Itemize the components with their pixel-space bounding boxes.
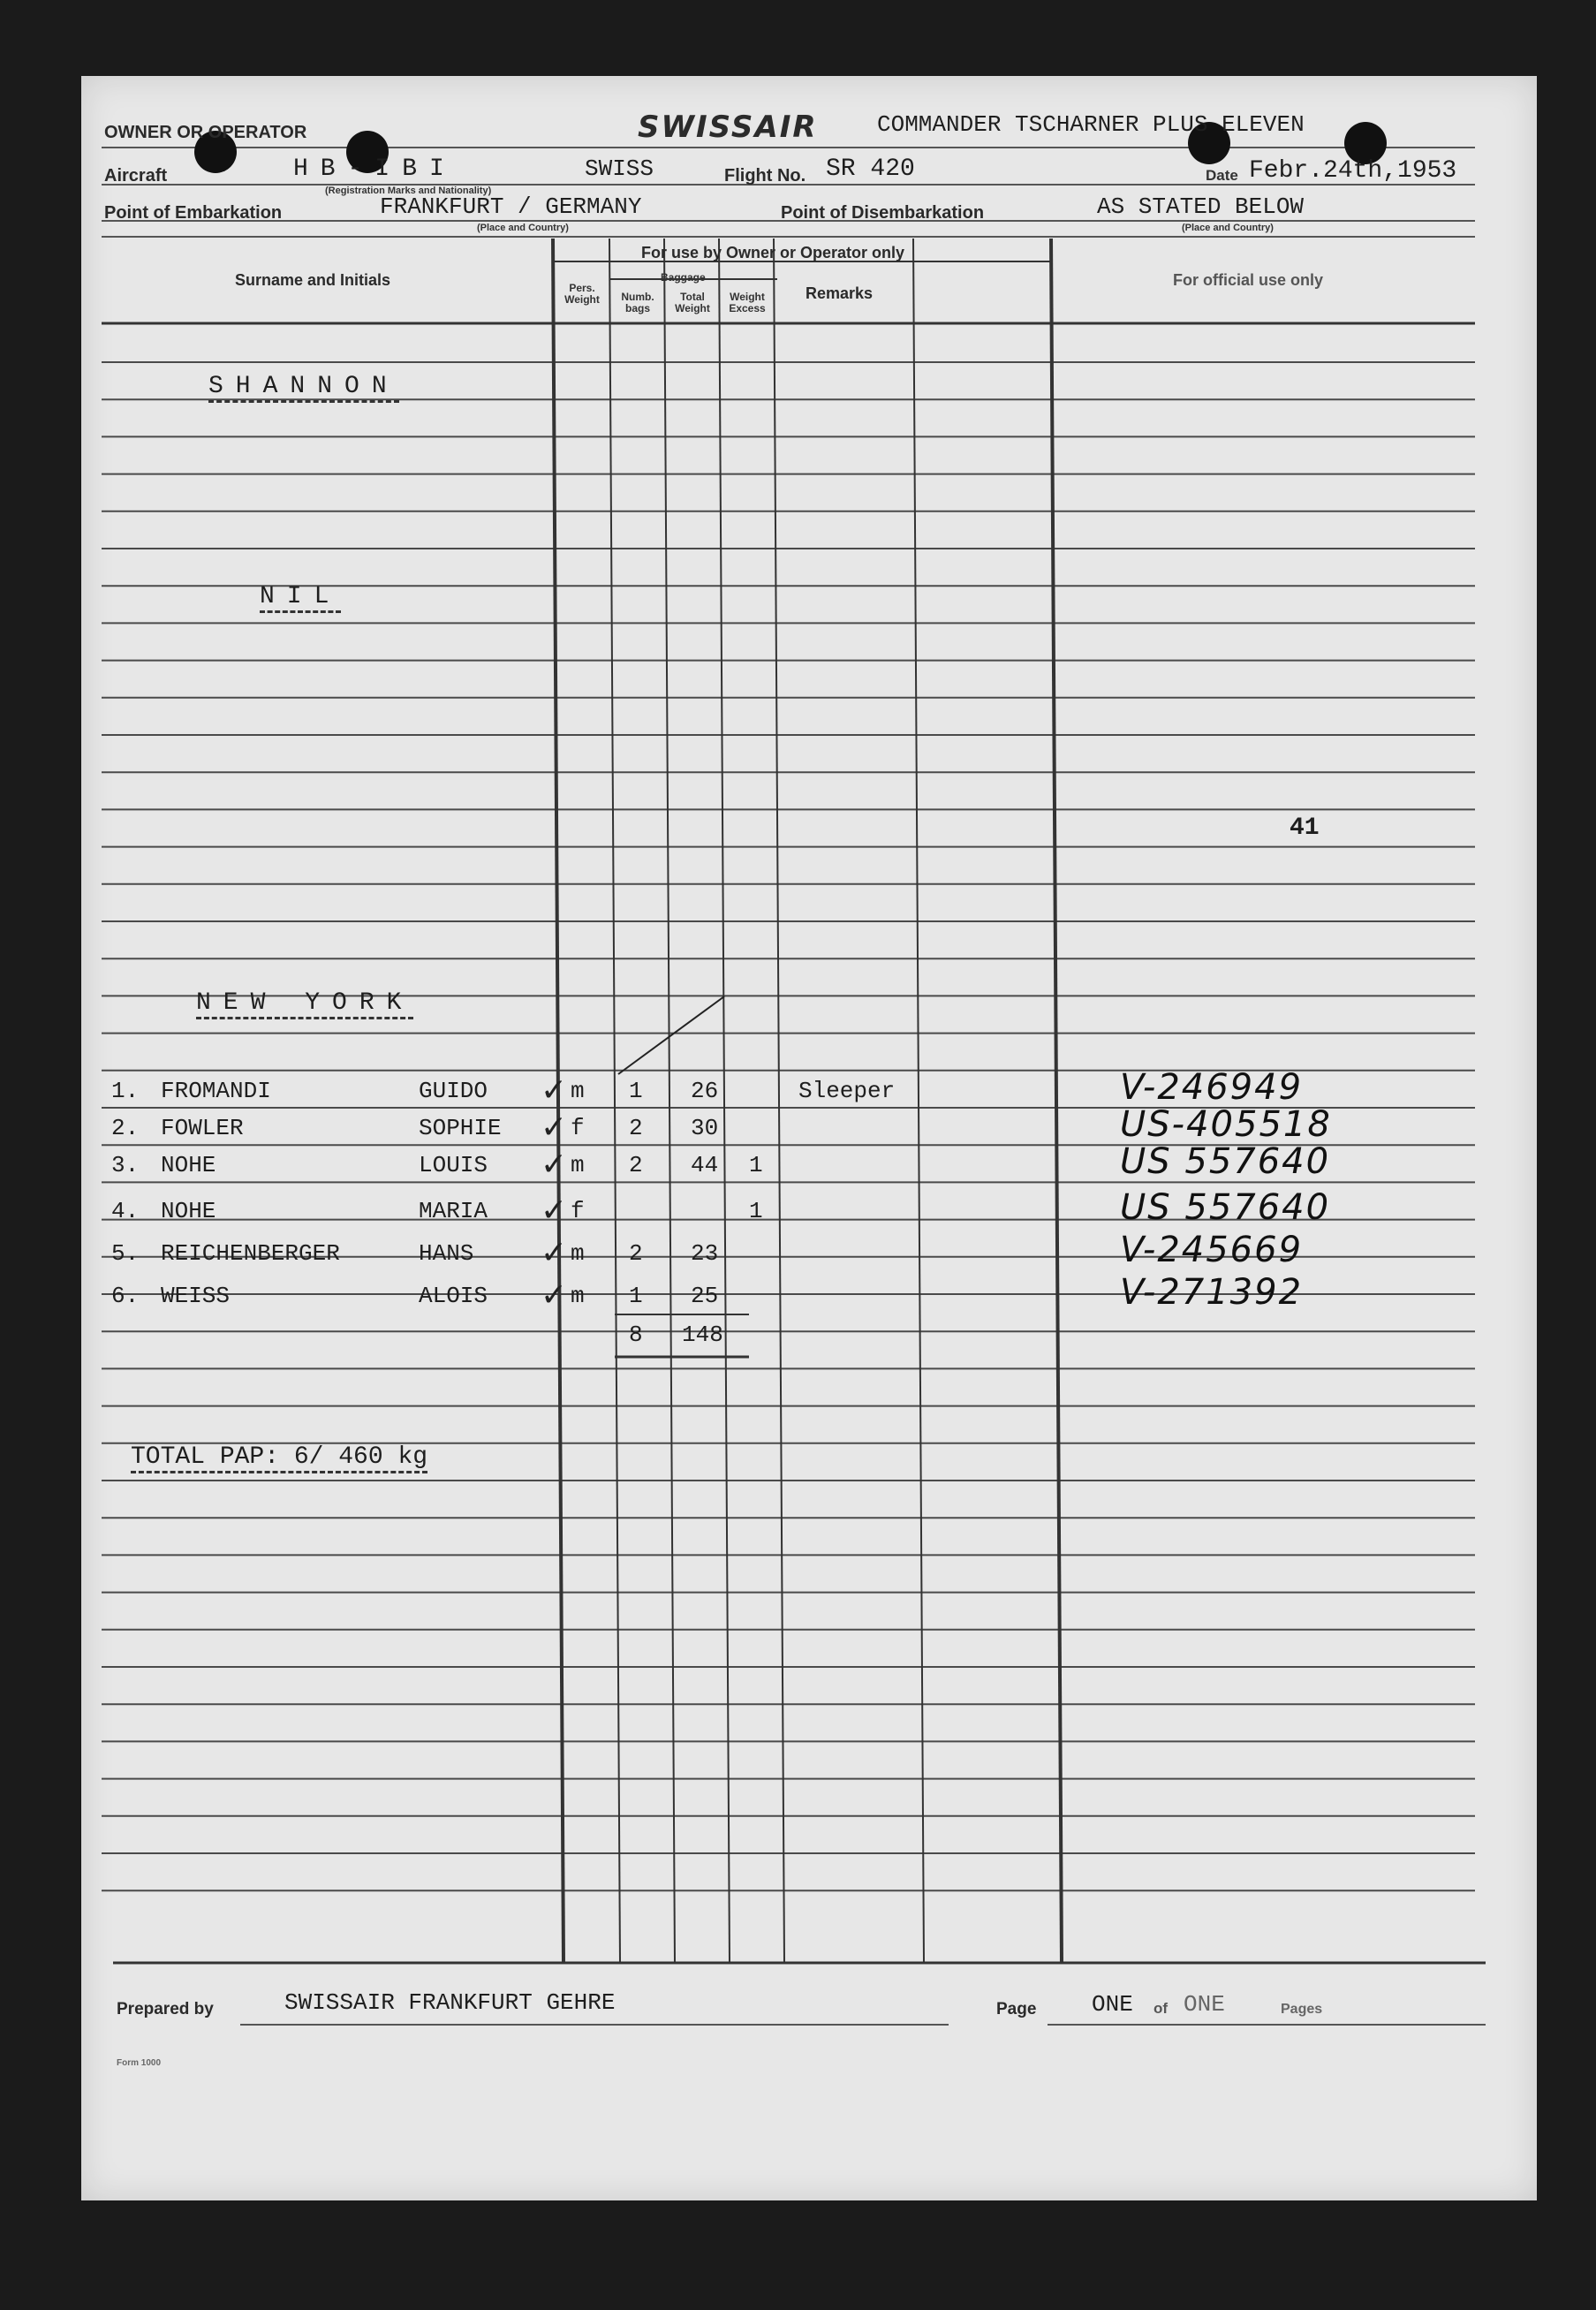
- passenger-bags: 1: [629, 1078, 643, 1104]
- passenger-surname: NOHE: [161, 1198, 216, 1224]
- row-number: 6.: [111, 1283, 140, 1309]
- passenger-sex: m: [571, 1152, 585, 1178]
- date-value: Febr.24th,1953: [1249, 157, 1457, 185]
- total-bags: 8: [629, 1322, 643, 1348]
- passenger-first-name: SOPHIE: [419, 1115, 502, 1141]
- flight-no-value: SR 420: [826, 155, 915, 183]
- passenger-sex: m: [571, 1283, 585, 1309]
- passenger-first-name: HANS: [419, 1240, 474, 1267]
- passenger-bags: 2: [629, 1240, 643, 1267]
- flight-no-label: Flight No.: [724, 166, 806, 186]
- row-number: 1.: [111, 1078, 140, 1104]
- aircraft-label: Aircraft: [104, 166, 168, 186]
- row-number: 4.: [111, 1198, 140, 1224]
- place-country-note: (Place and Country): [477, 223, 569, 233]
- owner-use-heading: For use by Owner or Operator only: [641, 244, 905, 261]
- place-country-note-2: (Place and Country): [1182, 223, 1274, 233]
- passenger-weight: 44: [691, 1152, 719, 1178]
- prepared-value: SWISSAIR FRANKFURT GEHRE: [284, 1989, 616, 2016]
- registration-note: (Registration Marks and Nationality): [325, 186, 492, 196]
- row-number: 3.: [111, 1152, 140, 1178]
- check-mark-icon: ✓: [541, 1277, 568, 1314]
- row-number: 5.: [111, 1240, 140, 1267]
- surname-heading: Surname and Initials: [235, 271, 391, 289]
- owner-label: OWNER OR OPERATOR: [104, 123, 307, 142]
- passenger-bags: 2: [629, 1152, 643, 1178]
- passenger-sex: f: [571, 1198, 585, 1224]
- passenger-surname: NOHE: [161, 1152, 216, 1178]
- form-number: Form 1000: [117, 2058, 162, 2068]
- total-pap: TOTAL PAP: 6/ 460 kg: [131, 1443, 427, 1473]
- total-weight-heading: Total Weight: [675, 291, 710, 314]
- passenger-first-name: LOUIS: [419, 1152, 488, 1178]
- passenger-weight: 30: [691, 1115, 719, 1141]
- passenger-remarks: Sleeper: [798, 1078, 896, 1104]
- aircraft-value: HB-IBI: [293, 155, 457, 183]
- official-number: 41: [1290, 814, 1320, 842]
- passenger-passport-number: US 557640: [1120, 1141, 1331, 1182]
- nationality-value: SWISS: [585, 155, 654, 182]
- pers-weight-heading: Pers. Weight: [564, 282, 600, 306]
- passenger-sex: m: [571, 1078, 585, 1104]
- check-mark-icon: ✓: [541, 1235, 568, 1271]
- passenger-first-name: GUIDO: [419, 1078, 488, 1104]
- embarkation-value: FRANKFURT / GERMANY: [380, 193, 642, 220]
- disembarkation-value: AS STATED BELOW: [1097, 193, 1305, 220]
- passenger-first-name: MARIA: [419, 1198, 488, 1224]
- passenger-surname: FROMANDI: [161, 1078, 271, 1104]
- passenger-surname: WEISS: [161, 1283, 231, 1309]
- date-label: Date: [1206, 167, 1238, 184]
- passenger-bags: 1: [629, 1283, 643, 1309]
- passenger-sex: m: [571, 1240, 585, 1267]
- official-heading: For official use only: [1173, 271, 1324, 289]
- passenger-excess: 1: [749, 1198, 763, 1224]
- passenger-passport-number: V-245669: [1120, 1230, 1304, 1270]
- baggage-heading: Baggage: [661, 271, 706, 284]
- pages-label: Pages: [1281, 2002, 1323, 2017]
- prepared-label: Prepared by: [117, 2000, 214, 2018]
- passenger-surname: REICHENBERGER: [161, 1240, 340, 1267]
- weight-excess-heading: Weight Excess: [729, 291, 766, 314]
- page-value: ONE: [1092, 1991, 1133, 2018]
- brand-logo: SWISSAIR: [638, 110, 818, 145]
- section-shannon: SHANNON: [208, 373, 399, 403]
- passenger-weight: 26: [691, 1078, 719, 1104]
- passenger-first-name: ALOIS: [419, 1283, 488, 1309]
- pen-stroke: [618, 996, 724, 1074]
- check-mark-icon: ✓: [541, 1072, 568, 1109]
- pages-value: ONE: [1184, 1991, 1225, 2018]
- numb-bags-heading: Numb. bags: [621, 291, 654, 314]
- passenger-bags: 2: [629, 1115, 643, 1141]
- passenger-excess: 1: [749, 1152, 763, 1178]
- section-nil: NIL: [260, 583, 341, 613]
- total-weight: 148: [682, 1322, 723, 1348]
- commander-value: COMMANDER TSCHARNER PLUS ELEVEN: [877, 111, 1305, 138]
- remarks-heading: Remarks: [806, 284, 874, 302]
- passenger-surname: FOWLER: [161, 1115, 244, 1141]
- passenger-passport-number: V-271392: [1120, 1272, 1304, 1313]
- passenger-weight: 25: [691, 1283, 719, 1309]
- passenger-passport-number: V-246949: [1120, 1067, 1304, 1108]
- passenger-passport-number: US-405518: [1120, 1104, 1332, 1145]
- check-mark-icon: ✓: [541, 1193, 568, 1229]
- check-mark-icon: ✓: [541, 1110, 568, 1146]
- passenger-weight: 23: [691, 1240, 719, 1267]
- section-new-york: NEW YORK: [196, 989, 413, 1019]
- page-label: Page: [996, 2000, 1037, 2018]
- embarkation-label: Point of Embarkation: [104, 203, 283, 223]
- check-mark-icon: ✓: [541, 1147, 568, 1183]
- row-number: 2.: [111, 1115, 140, 1141]
- passenger-passport-number: US 557640: [1120, 1187, 1331, 1228]
- disembarkation-label: Point of Disembarkation: [781, 203, 985, 223]
- passenger-sex: f: [571, 1115, 585, 1141]
- of-label: of: [1154, 2000, 1169, 2017]
